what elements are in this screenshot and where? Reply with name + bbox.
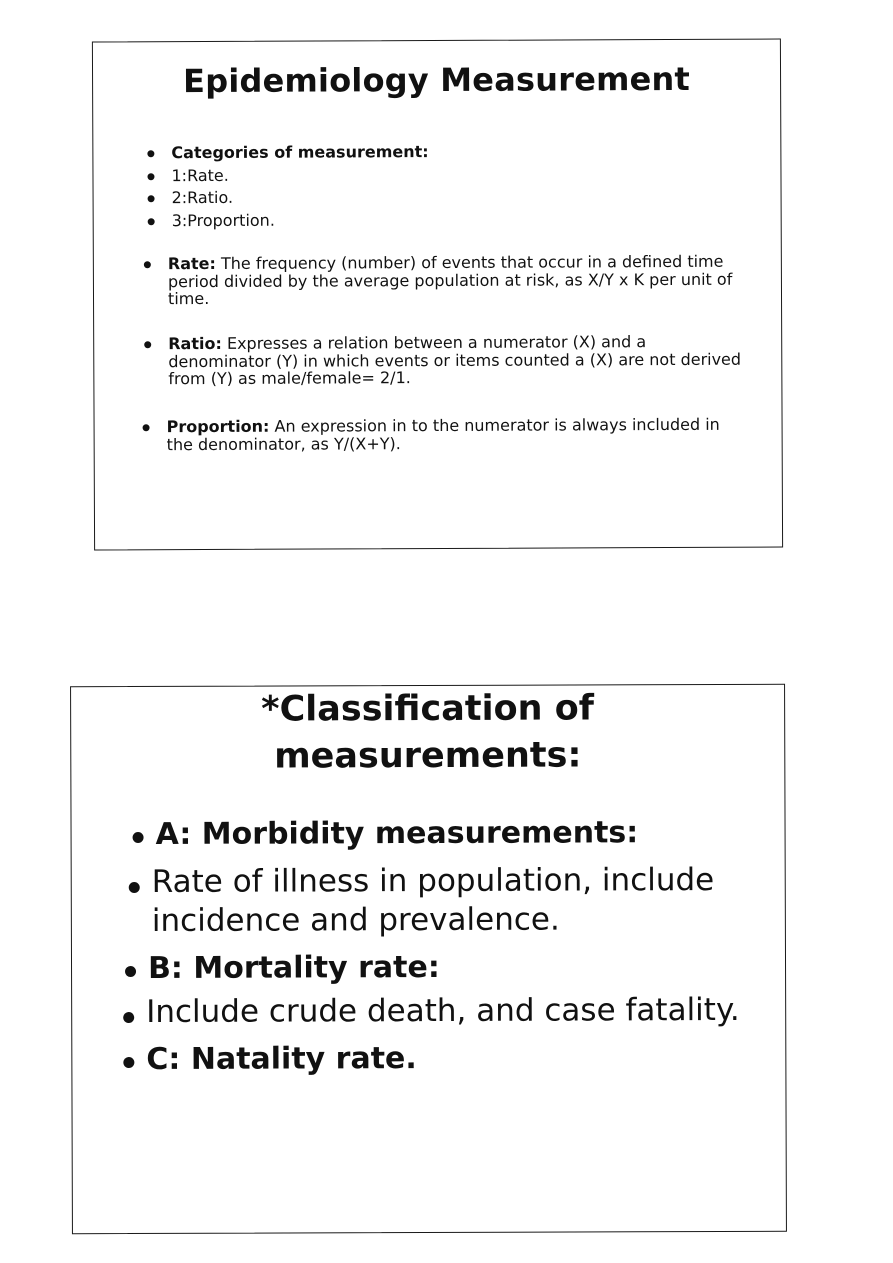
- title-line-2: measurements:: [274, 735, 582, 777]
- list-item: 2:Ratio.: [146, 185, 746, 210]
- list-item: A: Morbidity measurements:: [129, 811, 763, 857]
- list-item: Rate of illness in population, include incidence and prevalence.: [126, 861, 764, 941]
- slide-title: [71, 685, 784, 781]
- definition-term: Rate:: [167, 253, 216, 274]
- list-item: Include crude death, and case fatality.: [120, 991, 764, 1032]
- list-item: 3:Proportion.: [146, 207, 746, 232]
- slide-epidemiology-measurement: [92, 38, 783, 550]
- definition-term: Ratio:: [168, 333, 222, 354]
- rate-definition: [142, 253, 752, 308]
- list-item: [142, 333, 752, 388]
- title-line-1: *Classification of: [261, 688, 595, 730]
- definition-text: An expression in to the numerator is always included in the denominator, as Y/(X+Y).: [166, 414, 720, 454]
- slide-classification-of-measurements: [70, 684, 787, 1234]
- list-item: B: Mortality rate:: [122, 945, 764, 991]
- list-item: C: Natality rate.: [120, 1036, 764, 1082]
- classification-list: [123, 811, 764, 1082]
- categories-list: [145, 140, 745, 233]
- list-item: [142, 253, 752, 308]
- definition-term: Proportion:: [166, 416, 270, 437]
- proportion-definition: [141, 416, 751, 454]
- list-item: [141, 416, 751, 454]
- definition-text: The frequency (number) of events that occur in a defined time period divided by the average population at risk, as X/Y x K per unit of time.: [167, 251, 733, 309]
- definition-text: Expresses a relation between a numerator (X) and a denominator (Y) in which events or items counted a (X) are not derived from (Y) as male/female= 2/1.: [168, 332, 742, 389]
- slide-title: Epidemiology Measurement: [183, 59, 691, 101]
- ratio-definition: [142, 333, 752, 388]
- list-item: Categories of measurement:: [145, 140, 745, 165]
- list-item: 1:Rate.: [145, 162, 745, 187]
